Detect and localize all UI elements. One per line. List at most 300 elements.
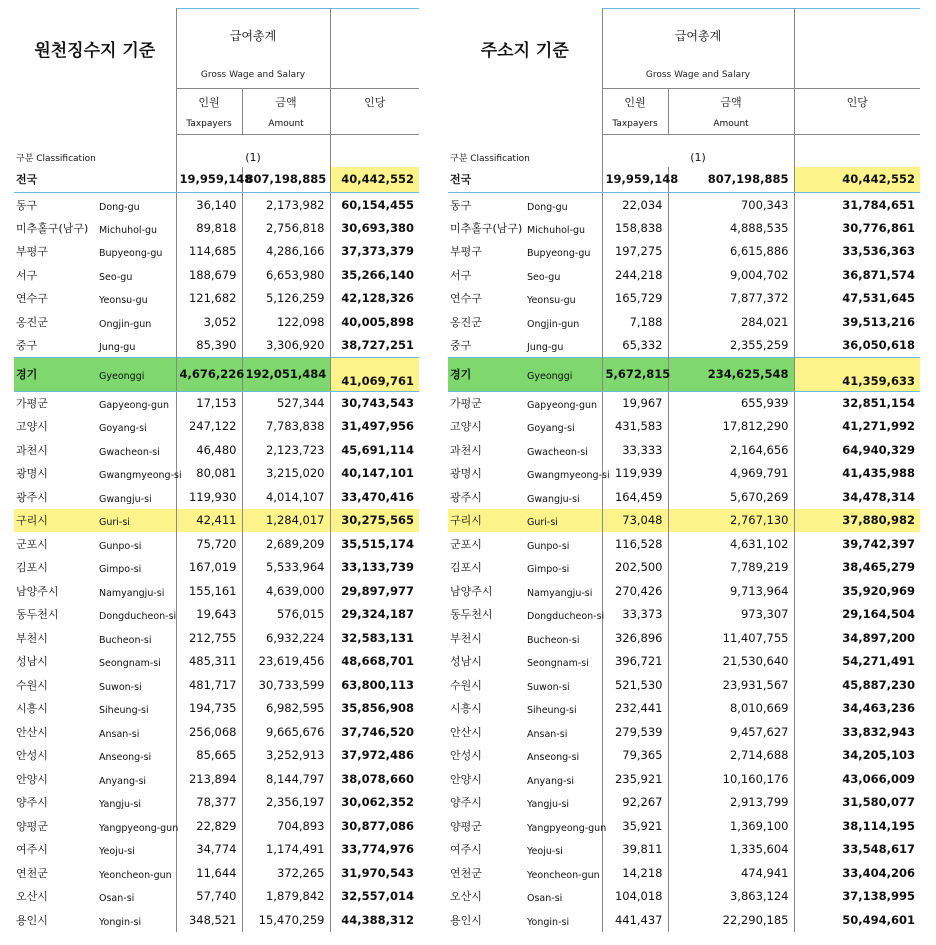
table-row xyxy=(14,415,419,439)
persons-cell: 244,218 xyxy=(602,263,668,287)
region-en-cell: Bucheon-si xyxy=(527,634,580,646)
amount-cell: 17,812,290 xyxy=(668,415,794,439)
region-kr-cell: 전국 xyxy=(14,167,96,193)
per-capita-cell: 47,531,645 xyxy=(794,287,920,311)
table-row xyxy=(14,603,419,627)
per-capita-cell: 33,832,943 xyxy=(794,720,920,744)
region-en-cell: Ongjin-gun xyxy=(527,318,580,330)
region-kr-cell: 안산시 xyxy=(16,725,48,739)
amount-cell: 5,126,259 xyxy=(242,287,330,311)
table-row xyxy=(14,438,419,462)
left-blank-4 xyxy=(330,135,419,167)
per-capita-cell: 31,970,543 xyxy=(330,861,419,885)
region-kr-cell: 부평구 xyxy=(16,245,48,259)
per-capita-cell: 39,742,397 xyxy=(794,532,920,556)
persons-cell: 79,365 xyxy=(602,744,668,768)
table-row xyxy=(14,720,419,744)
region-kr-cell: 동두천시 xyxy=(450,608,493,622)
table-row xyxy=(14,861,419,885)
per-capita-cell: 50,494,601 xyxy=(794,908,920,932)
region-en-cell: Anyang-si xyxy=(99,775,147,787)
amount-cell: 5,533,964 xyxy=(242,556,330,580)
per-capita-cell: 45,691,114 xyxy=(330,438,419,462)
amount-cell: 9,004,702 xyxy=(668,263,794,287)
region-en-cell: Seongnam-si xyxy=(99,658,161,670)
table-row xyxy=(448,391,920,415)
table-row xyxy=(14,193,419,217)
left-index-label: (1) xyxy=(176,135,330,167)
region-kr-cell: 남양주시 xyxy=(450,584,493,598)
region-kr-cell: 양주시 xyxy=(16,796,48,810)
per-capita-cell: 40,147,101 xyxy=(330,462,419,486)
table-row xyxy=(14,650,419,674)
amount-cell: 21,530,640 xyxy=(668,650,794,674)
right-group-sublabel: Gross Wage and Salary xyxy=(602,62,794,89)
right-blank-1 xyxy=(448,89,602,115)
amount-cell: 1,369,100 xyxy=(668,814,794,838)
amount-cell: 192,051,484 xyxy=(242,357,330,391)
persons-cell: 75,720 xyxy=(176,532,242,556)
table-row xyxy=(14,334,419,358)
persons-cell: 235,921 xyxy=(602,767,668,791)
persons-cell: 22,034 xyxy=(602,193,668,217)
region-en-cell: Yeoju-si xyxy=(99,846,135,858)
region-en-cell: Gwangmyeong-si xyxy=(527,470,610,482)
per-capita-cell: 31,784,651 xyxy=(794,193,920,217)
table-row xyxy=(14,216,419,240)
per-capita-cell: 30,693,380 xyxy=(330,216,419,240)
table-row xyxy=(14,838,419,862)
table-row xyxy=(448,744,920,768)
per-capita-cell: 35,266,140 xyxy=(330,263,419,287)
left-group-label: 급여총계 xyxy=(176,9,330,62)
per-capita-cell: 41,271,992 xyxy=(794,415,920,439)
persons-cell: 104,018 xyxy=(602,885,668,909)
per-capita-cell: 38,727,251 xyxy=(330,334,419,358)
table-row xyxy=(448,579,920,603)
region-en-cell: Anseong-si xyxy=(527,752,580,764)
table-row xyxy=(14,556,419,580)
table-row xyxy=(448,532,920,556)
amount-cell: 655,939 xyxy=(668,391,794,415)
region-kr-cell: 구리시 xyxy=(14,509,96,533)
right-title: 주소지 기준 xyxy=(448,9,602,89)
persons-cell: 5,672,815 xyxy=(602,357,668,391)
region-kr-cell: 김포시 xyxy=(16,561,48,575)
amount-cell: 8,010,669 xyxy=(668,697,794,721)
region-kr-cell: 여주시 xyxy=(450,843,482,857)
persons-cell: 119,939 xyxy=(602,462,668,486)
right-index-label: (1) xyxy=(602,135,794,167)
persons-cell: 158,838 xyxy=(602,216,668,240)
per-capita-cell: 33,774,976 xyxy=(330,838,419,862)
region-en-cell: Gwacheon-si xyxy=(99,446,160,458)
table-row xyxy=(14,263,419,287)
table-row xyxy=(448,509,920,533)
amount-cell: 11,407,755 xyxy=(668,626,794,650)
amount-cell: 4,969,791 xyxy=(668,462,794,486)
per-capita-cell: 37,373,379 xyxy=(330,240,419,264)
region-kr-cell: 구리시 xyxy=(448,509,524,533)
table-row xyxy=(14,391,419,415)
per-capita-cell: 32,851,154 xyxy=(794,391,920,415)
table-row xyxy=(448,603,920,627)
per-capita-cell: 37,972,486 xyxy=(330,744,419,768)
persons-cell: 119,930 xyxy=(176,485,242,509)
table-row xyxy=(448,334,920,358)
region-kr-cell: 미추홀구(남구) xyxy=(16,221,89,235)
per-capita-cell: 40,442,552 xyxy=(794,167,920,193)
amount-cell: 6,982,595 xyxy=(242,697,330,721)
amount-cell: 7,877,372 xyxy=(668,287,794,311)
table-row xyxy=(14,287,419,311)
region-en-cell: Seo-gu xyxy=(527,271,561,283)
region-en-cell: Namyangju-si xyxy=(99,587,165,599)
region-kr-cell: 안성시 xyxy=(450,749,482,763)
per-capita-cell: 60,154,455 xyxy=(330,193,419,217)
left-col-persons: 인원 xyxy=(176,89,242,115)
amount-cell: 5,670,269 xyxy=(668,485,794,509)
table-row xyxy=(448,791,920,815)
table-row xyxy=(448,720,920,744)
region-kr-cell: 용인시 xyxy=(16,913,48,927)
persons-cell: 92,267 xyxy=(602,791,668,815)
region-en-cell: Gimpo-si xyxy=(527,564,570,576)
region-kr-cell: 오산시 xyxy=(450,890,482,904)
region-kr-cell: 고양시 xyxy=(450,420,482,434)
region-en-cell: Ongjin-gun xyxy=(99,318,152,330)
region-en-cell: Gyeonggi xyxy=(524,357,602,391)
region-kr-cell: 안양시 xyxy=(16,772,48,786)
region-en-cell: Gimpo-si xyxy=(99,564,142,576)
amount-cell: 8,144,797 xyxy=(242,767,330,791)
table-row xyxy=(14,885,419,909)
region-en-cell: Yangju-si xyxy=(527,799,570,811)
persons-cell: 155,161 xyxy=(176,579,242,603)
table-row xyxy=(448,908,920,932)
region-kr-cell: 시흥시 xyxy=(16,702,48,716)
table-row xyxy=(448,287,920,311)
amount-cell: 10,160,176 xyxy=(668,767,794,791)
right-blank-3 xyxy=(794,115,920,135)
region-en-cell: Gyeonggi xyxy=(96,357,176,391)
amount-cell: 2,173,982 xyxy=(242,193,330,217)
persons-cell: 7,188 xyxy=(602,310,668,334)
per-capita-cell: 34,463,236 xyxy=(794,697,920,721)
per-capita-cell: 30,743,543 xyxy=(330,391,419,415)
amount-cell: 973,307 xyxy=(668,603,794,627)
per-capita-cell: 33,404,206 xyxy=(794,861,920,885)
amount-cell: 527,344 xyxy=(242,391,330,415)
left-blank-top xyxy=(330,9,419,62)
persons-cell: 485,311 xyxy=(176,650,242,674)
persons-cell: 213,894 xyxy=(176,767,242,791)
left-blank-sub xyxy=(330,62,419,89)
region-en-cell: Osan-si xyxy=(99,893,135,905)
persons-cell: 279,539 xyxy=(602,720,668,744)
table-row xyxy=(14,626,419,650)
persons-cell: 39,811 xyxy=(602,838,668,862)
per-capita-cell: 41,359,633 xyxy=(794,357,920,391)
per-capita-cell: 29,324,187 xyxy=(330,603,419,627)
per-capita-cell: 29,897,977 xyxy=(330,579,419,603)
right-panel-address-basis xyxy=(448,8,920,932)
amount-cell: 2,356,197 xyxy=(242,791,330,815)
left-panel-withholding-basis xyxy=(14,8,419,932)
region-kr-cell: 안양시 xyxy=(450,772,482,786)
amount-cell: 474,941 xyxy=(668,861,794,885)
right-classification-label: 구분 Classification xyxy=(448,135,602,167)
region-kr-cell: 고양시 xyxy=(16,420,48,434)
persons-cell: 11,644 xyxy=(176,861,242,885)
region-kr-cell: 부평구 xyxy=(450,245,482,259)
per-capita-cell: 45,887,230 xyxy=(794,673,920,697)
right-group-label: 급여총계 xyxy=(602,9,794,62)
region-kr-cell: 가평군 xyxy=(450,397,482,410)
right-blank-2 xyxy=(448,115,602,135)
persons-cell: 35,921 xyxy=(602,814,668,838)
region-kr-cell: 성남시 xyxy=(450,655,482,669)
region-kr-cell: 동구 xyxy=(450,198,472,212)
persons-cell: 326,896 xyxy=(602,626,668,650)
region-en-cell: Gunpo-si xyxy=(99,540,142,552)
region-kr-cell: 서구 xyxy=(16,268,38,282)
left-blank-2 xyxy=(14,115,176,135)
left-group-sublabel: Gross Wage and Salary xyxy=(176,62,330,89)
region-kr-cell: 시흥시 xyxy=(450,702,482,716)
per-capita-cell: 54,271,491 xyxy=(794,650,920,674)
region-en-cell: Gapyeong-gun xyxy=(99,400,170,411)
right-col-persons-en: Taxpayers xyxy=(602,115,668,135)
region-en-cell: Yongin-si xyxy=(527,916,570,928)
left-col-per-capita: 인당 xyxy=(364,95,386,109)
persons-cell: 197,275 xyxy=(602,240,668,264)
region-en-cell: Yangpyeong-gun xyxy=(527,822,607,834)
region-en-cell: Dongducheon-si xyxy=(527,611,605,623)
per-capita-cell: 37,746,520 xyxy=(330,720,419,744)
table-row xyxy=(448,767,920,791)
per-capita-cell: 38,114,195 xyxy=(794,814,920,838)
per-capita-cell: 33,470,416 xyxy=(330,485,419,509)
left-table-body xyxy=(14,167,419,932)
amount-cell: 3,252,913 xyxy=(242,744,330,768)
persons-cell: 202,500 xyxy=(602,556,668,580)
region-en-cell: Suwon-si xyxy=(527,681,570,693)
amount-cell: 23,931,567 xyxy=(668,673,794,697)
region-kr-cell: 군포시 xyxy=(450,537,482,551)
amount-cell: 700,343 xyxy=(668,193,794,217)
region-kr-cell: 연수구 xyxy=(450,292,482,306)
per-capita-cell: 34,897,200 xyxy=(794,626,920,650)
persons-cell: 17,153 xyxy=(176,391,242,415)
table-row xyxy=(14,485,419,509)
table-row xyxy=(14,240,419,264)
persons-cell: 42,411 xyxy=(176,509,242,533)
region-en-cell: Jung-gu xyxy=(527,342,564,353)
persons-cell: 247,122 xyxy=(176,415,242,439)
table-row xyxy=(14,791,419,815)
amount-cell: 2,123,723 xyxy=(242,438,330,462)
right-blank-top xyxy=(794,9,920,62)
right-col-per-capita: 인당 xyxy=(846,95,868,109)
right-table-header xyxy=(448,9,920,167)
amount-cell: 6,615,886 xyxy=(668,240,794,264)
amount-cell: 4,888,535 xyxy=(668,216,794,240)
left-table-header xyxy=(14,9,419,167)
persons-cell: 441,437 xyxy=(602,908,668,932)
persons-cell: 165,729 xyxy=(602,287,668,311)
right-blank-4 xyxy=(794,135,920,167)
region-en-cell: Dong-gu xyxy=(99,201,140,213)
region-kr-cell: 전국 xyxy=(448,167,524,193)
persons-cell: 188,679 xyxy=(176,263,242,287)
persons-cell: 89,818 xyxy=(176,216,242,240)
right-table xyxy=(448,8,920,932)
region-kr-cell: 서구 xyxy=(450,268,472,282)
persons-cell: 481,717 xyxy=(176,673,242,697)
region-kr-cell: 양주시 xyxy=(450,796,482,810)
left-col-amount: 금액 xyxy=(242,89,330,115)
amount-cell: 2,756,818 xyxy=(242,216,330,240)
region-kr-cell: 옹진군 xyxy=(450,315,482,329)
right-table-body xyxy=(448,167,920,932)
amount-cell: 7,789,219 xyxy=(668,556,794,580)
region-en-cell: Gapyeong-gun xyxy=(527,400,598,411)
persons-cell: 194,735 xyxy=(176,697,242,721)
per-capita-cell: 30,275,565 xyxy=(330,509,419,533)
table-row xyxy=(448,885,920,909)
persons-cell: 33,333 xyxy=(602,438,668,462)
region-kr-cell: 남양주시 xyxy=(16,584,59,598)
persons-cell: 73,048 xyxy=(602,509,668,533)
amount-cell: 23,619,456 xyxy=(242,650,330,674)
region-kr-cell: 미추홀구(남구) xyxy=(450,221,523,235)
region-kr-cell: 광명시 xyxy=(450,467,482,481)
amount-cell: 22,290,185 xyxy=(668,908,794,932)
amount-cell: 6,932,224 xyxy=(242,626,330,650)
per-capita-cell: 64,940,329 xyxy=(794,438,920,462)
persons-cell: 14,218 xyxy=(602,861,668,885)
amount-cell: 7,783,838 xyxy=(242,415,330,439)
per-capita-cell: 43,066,009 xyxy=(794,767,920,791)
persons-cell: 396,721 xyxy=(602,650,668,674)
amount-cell: 4,631,102 xyxy=(668,532,794,556)
region-kr-cell: 양평군 xyxy=(450,819,482,833)
region-en-cell: Seo-gu xyxy=(99,271,133,283)
region-en-cell: Yeoncheon-gun xyxy=(527,869,600,881)
table-row xyxy=(14,767,419,791)
region-kr-cell: 옹진군 xyxy=(16,315,48,329)
region-en-cell: Goyang-si xyxy=(527,423,575,435)
region-en-cell: Osan-si xyxy=(527,893,563,905)
persons-cell: 521,530 xyxy=(602,673,668,697)
amount-cell: 2,913,799 xyxy=(668,791,794,815)
region-en-cell: Goyang-si xyxy=(99,423,147,435)
amount-cell: 234,625,548 xyxy=(668,357,794,391)
persons-cell: 65,332 xyxy=(602,334,668,358)
region-kr-cell: 동두천시 xyxy=(16,608,59,622)
region-kr-cell: 김포시 xyxy=(450,561,482,575)
persons-cell: 348,521 xyxy=(176,908,242,932)
region-en-cell: Ansan-si xyxy=(527,728,568,740)
region-en-cell: Yangju-si xyxy=(99,799,142,811)
persons-cell: 116,528 xyxy=(602,532,668,556)
per-capita-cell: 33,133,739 xyxy=(330,556,419,580)
persons-cell: 22,829 xyxy=(176,814,242,838)
amount-cell: 4,014,107 xyxy=(242,485,330,509)
per-capita-cell: 32,583,131 xyxy=(330,626,419,650)
left-blank-3 xyxy=(330,115,419,135)
region-kr-cell: 과천시 xyxy=(450,443,482,457)
table-row xyxy=(448,240,920,264)
region-kr-cell: 중구 xyxy=(16,339,38,352)
table-row xyxy=(448,838,920,862)
right-blank-sub xyxy=(794,62,920,89)
table-row xyxy=(14,310,419,334)
amount-cell: 2,164,656 xyxy=(668,438,794,462)
persons-cell: 78,377 xyxy=(176,791,242,815)
table-row xyxy=(14,908,419,932)
region-en-cell: Yangpyeong-gun xyxy=(99,822,179,834)
region-kr-cell: 부천시 xyxy=(450,631,482,645)
per-capita-cell: 37,880,982 xyxy=(794,509,920,533)
amount-cell: 3,863,124 xyxy=(668,885,794,909)
table-row-total xyxy=(448,167,920,193)
per-capita-cell: 38,078,660 xyxy=(330,767,419,791)
region-kr-cell: 광명시 xyxy=(16,467,48,481)
per-capita-cell: 29,164,504 xyxy=(794,603,920,627)
per-capita-cell: 63,800,113 xyxy=(330,673,419,697)
left-col-persons-en: Taxpayers xyxy=(176,115,242,135)
per-capita-cell: 40,005,898 xyxy=(330,310,419,334)
per-capita-cell: 39,513,216 xyxy=(794,310,920,334)
per-capita-cell: 34,205,103 xyxy=(794,744,920,768)
table-row xyxy=(448,626,920,650)
table-row xyxy=(448,814,920,838)
persons-cell: 114,685 xyxy=(176,240,242,264)
amount-cell: 4,639,000 xyxy=(242,579,330,603)
amount-cell: 2,689,209 xyxy=(242,532,330,556)
region-en-cell: Guri-si xyxy=(524,509,602,533)
persons-cell: 121,682 xyxy=(176,287,242,311)
amount-cell: 15,470,259 xyxy=(242,908,330,932)
table-row xyxy=(448,485,920,509)
persons-cell: 19,959,148 xyxy=(176,167,242,193)
per-capita-cell: 32,557,014 xyxy=(330,885,419,909)
table-row-province xyxy=(14,357,419,391)
amount-cell: 4,286,166 xyxy=(242,240,330,264)
per-capita-cell: 30,877,086 xyxy=(330,814,419,838)
persons-cell: 19,959,148 xyxy=(602,167,668,193)
region-kr-cell: 경기 xyxy=(448,357,524,391)
per-capita-cell: 36,871,574 xyxy=(794,263,920,287)
region-en-cell: Yeonsu-gu xyxy=(99,295,148,307)
region-en-cell: Namyangju-si xyxy=(527,587,593,599)
region-en-cell: Guri-si xyxy=(96,509,176,533)
amount-cell: 9,713,964 xyxy=(668,579,794,603)
amount-cell: 1,879,842 xyxy=(242,885,330,909)
region-en-cell: Bucheon-si xyxy=(99,634,152,646)
region-en-cell: Bupyeong-gu xyxy=(99,248,163,260)
region-en-cell: Yeoju-si xyxy=(527,846,563,858)
table-row xyxy=(448,438,920,462)
region-kr-cell: 부천시 xyxy=(16,631,48,645)
right-col-persons: 인원 xyxy=(602,89,668,115)
per-capita-cell: 34,478,314 xyxy=(794,485,920,509)
per-capita-cell: 30,062,352 xyxy=(330,791,419,815)
amount-cell: 2,355,259 xyxy=(668,334,794,358)
per-capita-cell: 42,128,326 xyxy=(330,287,419,311)
